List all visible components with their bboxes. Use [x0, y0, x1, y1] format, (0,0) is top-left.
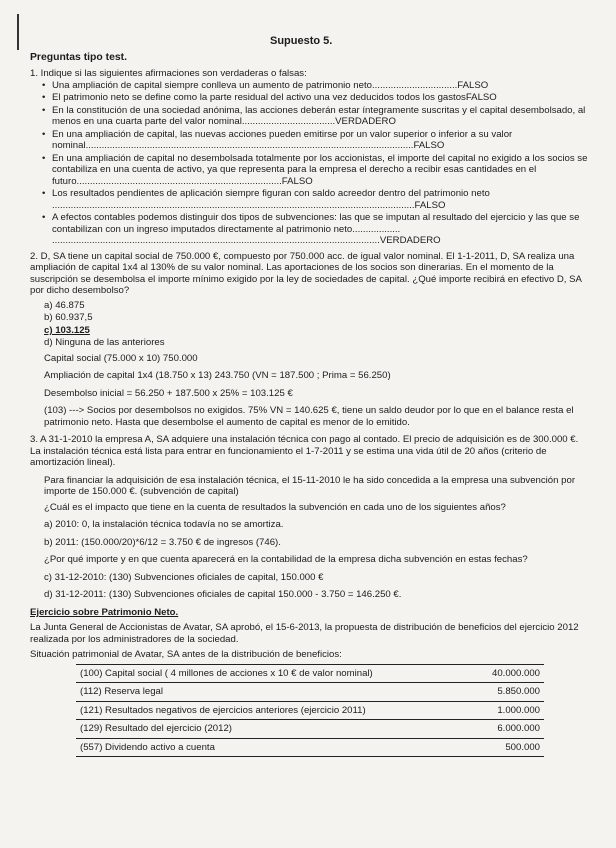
question-1-intro: 1. Indique si las siguientes afirmaciones son verdaderas o falsas: — [30, 68, 307, 80]
statement-item: • Los resultados pendientes de aplicación siempre figuran con saldo acreedor dentro del patrimonio neto ........................................................................................................................................FALSO — [42, 188, 590, 211]
question-2-text: 2. D, SA tiene un capital social de 750.000 €, compuesto por 750.000 acc. de igual valor nominal. El 1-1-2011, D, SA realiza una ampliación de capital 1x4 al 130% de su valor nominal. Las aportaciones de los socios son dinerarias. En el momento de la suscripción se desembolsa el importe mínimo exigido por la ley de sociedades de capital. ¿Qué importe recibirá en efectivo D, SA por dicho desembolso? — [30, 250, 582, 297]
statement-list — [42, 80, 590, 247]
question-3-subquestion-2: ¿Por qué importe y en que cuenta aparecerá en la contabilidad de la empresa dicha subvención en estas fechas? — [44, 554, 528, 566]
statement-item: • En la constitución de una sociedad anónima, las acciones deberán estar íntegramente suscritas y el capital desembolsado, al menos en una cuarta parte del valor nominal...................................VERDADERO — [42, 105, 590, 128]
option-c-correct: c) 103.125 — [44, 324, 90, 336]
account-amount: 1.000.000 — [446, 701, 544, 720]
answer-a: a) 2010: 0, la instalación técnica todavía no se amortiza. — [44, 519, 284, 531]
question-3-paragraph: Para financiar la adquisición de esa instalación técnica, el 15-11-2010 le ha sido concedida a la empresa una subvención por importe de 150.000 €. (subvención de capital) — [44, 474, 576, 498]
exercise-title: Ejercicio sobre Patrimonio Neto. — [30, 606, 179, 618]
section-heading: Preguntas tipo test. — [30, 52, 127, 63]
calc-line: (103) ---> Socios por desembolsos no exigidos. 75% VN = 140.625 €, tiene un saldo deudor por lo que en el balance resta el patrimonio neto. Hasta que desembolse el aumento de capital es menor de lo emitido. — [44, 405, 574, 428]
statement-item: • A efectos contables podemos distinguir dos tipos de subvenciones: las que se imputan al resultado del ejercicio y las que se contabilizan con un ingreso imputados directamente al patrimonio neto.................. ...........................................................................................................................VERDADERO — [42, 212, 590, 247]
margin-mark — [17, 14, 19, 50]
table-row — [76, 683, 544, 702]
account-amount: 6.000.000 — [446, 720, 544, 739]
statement-item: • El patrimonio neto se define como la parte residual del activo una vez deducidos todos los gastosFALSO — [42, 92, 590, 104]
exercise-intro: Situación patrimonial de Avatar, SA antes de la distribución de beneficios: — [30, 649, 342, 661]
statement-item: • En una ampliación de capital, las nuevas acciones pueden emitirse por un valor superior o inferior a su valor nominal...........................................................................................................................FALSO — [42, 129, 590, 152]
answer-b: b) 2011: (150.000/20)*6/12 = 3.750 € de ingresos (746). — [44, 536, 281, 548]
document-body — [30, 52, 590, 757]
balance-table — [76, 664, 544, 758]
account-label: (557) Dividendo activo a cuenta — [76, 738, 446, 757]
account-amount: 500.000 — [446, 738, 544, 757]
page-title: Supuesto 5. — [270, 35, 333, 47]
question-2-solution — [44, 353, 590, 429]
table-row — [76, 701, 544, 720]
statement-item: • En una ampliación de capital no desembolsada totalmente por los accionistas, el importe del capital no exigido a los socios se contabiliza en una cuenta de activo, ya que representa para la empresa el derecho a recibir esas cantidades en el futuro.............................................................................FALSO — [42, 153, 590, 188]
table-row — [76, 720, 544, 739]
account-amount: 5.850.000 — [446, 683, 544, 702]
account-label: (129) Resultado del ejercicio (2012) — [76, 720, 446, 739]
exercise-paragraph: La Junta General de Accionistas de Avatar, SA aprobó, el 15-6-2013, la propuesta de distribución de beneficios del ejercicio 2012 realizada por los administradores de la sociedad. — [30, 622, 579, 645]
account-label: (100) Capital social ( 4 millones de acciones x 10 € de valor nominal) — [76, 664, 446, 683]
calc-line: Desembolso inicial = 56.250 + 187.500 x 25% = 103.125 € — [44, 387, 293, 399]
option-a: a) 46.875 — [44, 299, 85, 311]
question-3-subquestion-1: ¿Cuál es el impacto que tiene en la cuenta de resultados la subvención en cada uno de los siguientes años? — [44, 501, 506, 513]
answer-d: d) 31-12-2011: (130) Subvenciones oficiales de capital 150.000 - 3.750 = 146.250 €. — [44, 589, 402, 601]
calc-line: Capital social (75.000 x 10) 750.000 — [44, 352, 198, 364]
calc-line: Ampliación de capital 1x4 (18.750 x 13) 243.750 (VN = 187.500 ; Prima = 56.250) — [44, 370, 391, 382]
option-d: d) Ninguna de las anteriores — [44, 337, 165, 349]
account-amount: 40.000.000 — [446, 664, 544, 683]
account-label: (112) Reserva legal — [76, 683, 446, 702]
table-row — [76, 664, 544, 683]
answer-c: c) 31-12-2010: (130) Subvenciones oficiales de capital, 150.000 € — [44, 571, 324, 583]
account-label: (121) Resultados negativos de ejercicios anteriores (ejercicio 2011) — [76, 701, 446, 720]
option-b: b) 60.937,5 — [44, 312, 93, 324]
statement-item: • Una ampliación de capital siempre conlleva un aumento de patrimonio neto................................FALSO — [42, 80, 590, 92]
table-row — [76, 738, 544, 757]
question-2-options — [44, 300, 590, 349]
question-3-text: 3. A 31-1-2010 la empresa A, SA adquiere una instalación técnica con pago al contado. El precio de adquisición es de 300.000 €. La instalación técnica está lista para entrar en funcionamiento el 1-7-2011 y se estima una vida útil de 20 años (criterio de amortización lineal). — [30, 434, 579, 469]
